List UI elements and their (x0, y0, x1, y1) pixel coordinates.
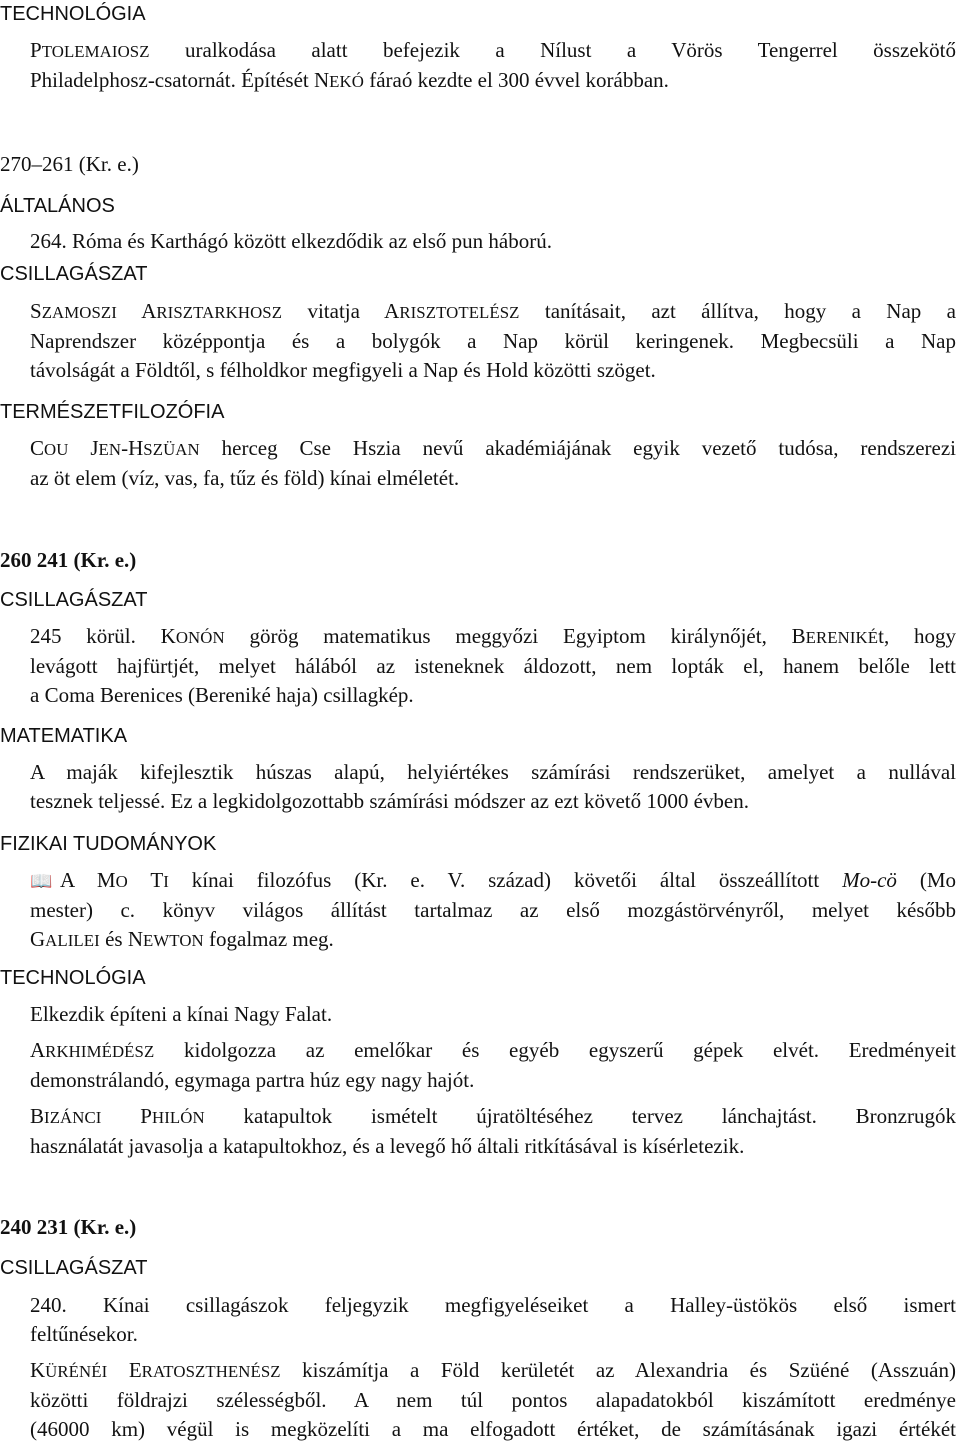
paragraph-mo-ti: 📖 A MO TI kínai filozófus (Kr. e. V. század) követői által összeállított Mo-cö (Mo mester) c. könyv világos állítást tartalmaz az első mozgástörvényről, melyet később GALILEI és NEWTON fogalmaz meg. (30, 868, 956, 951)
paragraph-cou-jen-hszuan: COU JEN-HSZÜAN herceg Cse Hszia nevű akadémiájának egyik vezető tudósa, rendszerezi az öt elem (víz, vas, fa, tűz és föld) kínai elméletét. (30, 436, 956, 490)
paragraph-halley: 240. Kínai csillagászok feljegyzik megfigyeléseiket a Halley-üstökös első ismert feltűnésekor. (30, 1293, 956, 1346)
period-heading-260-241: 260 241 (Kr. e.) (0, 548, 137, 572)
paragraph-konon: 245 körül. KONÓN görög matematikus meggyőzi Egyiptom királynőjét, BERENIKÉt, hogy levágott hajfürtjét, melyet hálából az isteneknek áldozott, nem lopták el, hanem belőle lett a Coma Berenices (Bereniké haja) csillagkép. (30, 624, 956, 707)
section-heading-technologia-2: TECHNOLÓGIA (0, 967, 146, 989)
paragraph-pun-haboru: 264. Róma és Karthágó között elkezdődik az első pun háború. (30, 229, 552, 253)
section-heading-altalanos: ÁLTALÁNOS (0, 195, 115, 217)
paragraph-arisztarkhosz: SZAMOSZI ARISZTARKHOSZ vitatja ARISZTOTELÉSZ tanításait, azt állítva, hogy a Nap a Naprendszer középpontja és a bolygók a Nap körül keringenek. Megbecsüli a Nap távolságát a Földtől, s félholdkor megfigyeli a Nap és Hold közötti szöget. (30, 299, 956, 382)
period-heading-240-231: 240 231 (Kr. e.) (0, 1215, 137, 1239)
period-heading-270-261: 270–261 (Kr. e.) (0, 152, 139, 176)
section-heading-termeszetfilozofia: TERMÉSZETFILOZÓFIA (0, 401, 225, 423)
paragraph-arkhimedesz: ARKHIMÉDÉSZ kidolgozza az emelőkar és egyéb egyszerű gépek elvét. Eredményeit demonstrálandó, egymaga partra húz egy nagy hajót. (30, 1038, 956, 1092)
paragraph-bizanci-philon: BIZÁNCI PHILÓN katapultok ismételt újratöltéséhez tervez lánchajtást. Bronzrugók használatát javasolja a katapultokhoz, és a levegő hő általi ritkításával is kísérletezik. (30, 1104, 956, 1158)
section-heading-csillagaszat-2: CSILLAGÁSZAT (0, 589, 148, 611)
section-heading-matematika: MATEMATIKA (0, 725, 128, 747)
book-icon: 📖 (30, 871, 53, 892)
section-heading-csillagaszat: CSILLAGÁSZAT (0, 263, 148, 285)
paragraph-majak: A maják kifejlesztik húszas alapú, helyiértékes számírási rendszerüket, amelyet a nullával tesznek teljessé. Ez a legkidolgozottabb számírási módszer az ezt követő 1000 évben. (30, 760, 956, 813)
section-heading-technologia: TECHNOLÓGIA (0, 3, 146, 25)
section-heading-fizikai-tudomanyok: FIZIKAI TUDOMÁNYOK (0, 833, 217, 855)
paragraph-nagy-fal: Elkezdik építeni a kínai Nagy Falat. (30, 1002, 333, 1026)
paragraph-ptolemaiosz: PTOLEMAIOSZ uralkodása alatt befejezik a Nílust a Vörös Tengerrel összekötő Philadelphosz-csatornát. Építését NEKÓ fáraó kezdte el 300 évvel korábban. (30, 38, 956, 92)
paragraph-eratoszthenesz: KÜRÉNÉI ERATOSZTHENÉSZ kiszámítja a Föld kerületét az Alexandria és Szüéné (Asszuán) közötti földrajzi szélességből. A nem túl pontos alapadatokból kiszámított eredménye (46000 km) végül is megközelíti a ma elfogadott értéket, de számításának igazi értékét (30, 1358, 956, 1441)
section-heading-csillagaszat-3: CSILLAGÁSZAT (0, 1257, 148, 1279)
